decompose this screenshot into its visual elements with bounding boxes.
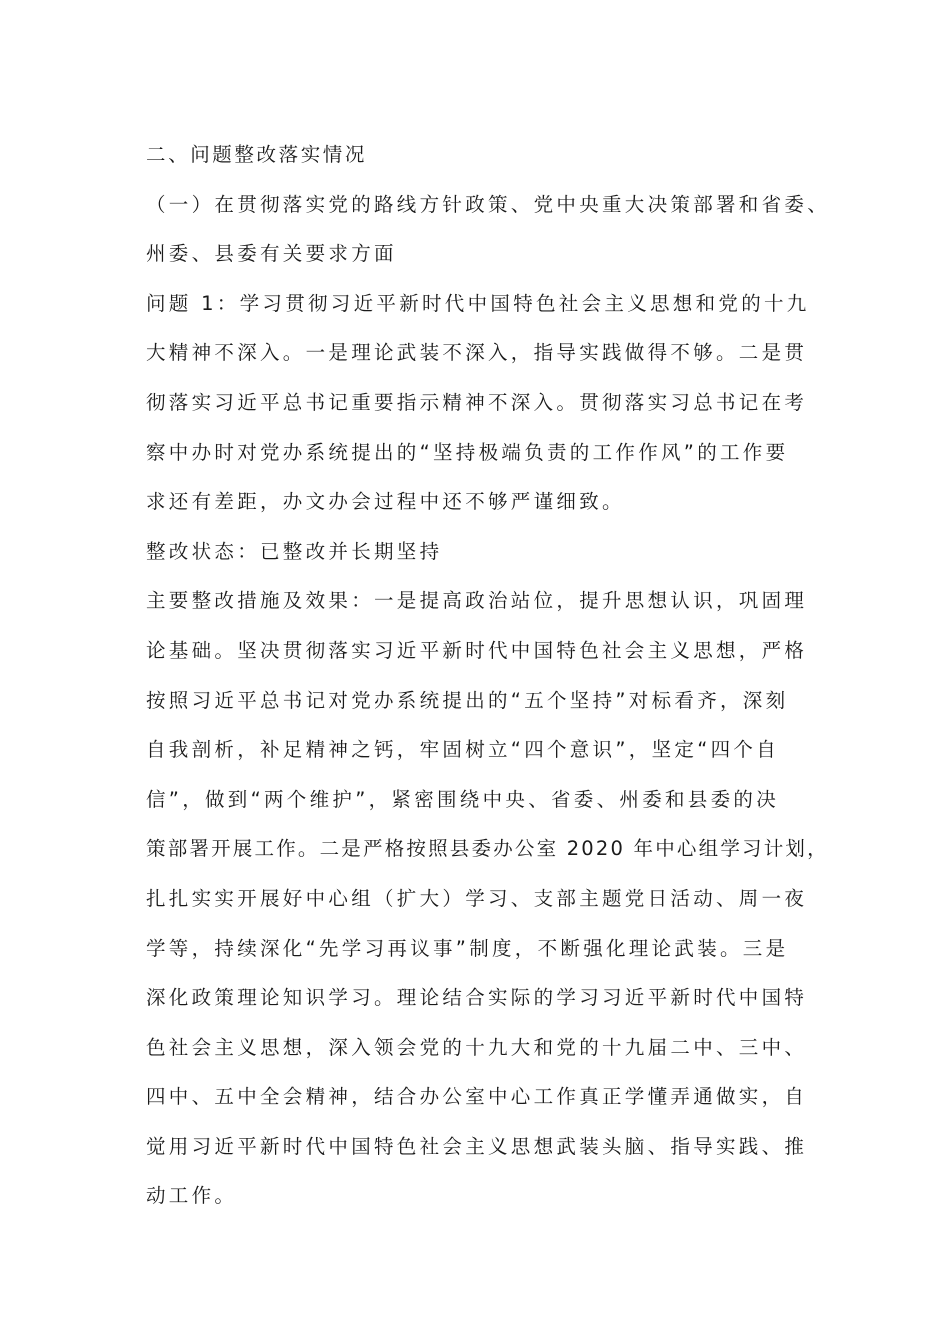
document-body <box>146 130 831 1221</box>
rectification-status: 整改状态：已整改并长期坚持 <box>146 539 443 563</box>
measures-text-line: 扎扎实实开展好中心组（扩大）学习、支部主题党日活动、周一夜 <box>146 886 808 910</box>
problem-text-line: 察中办时对党办系统提出的“坚持极端负责的工作作风”的工作要 <box>146 440 789 464</box>
measures-text-line: 主要整改措施及效果：一是提高政治站位，提升思想认识，巩固理 <box>146 589 808 613</box>
section-heading: 二、问题整改落实情况 <box>146 143 368 166</box>
measures-text-line: 学等，持续深化“先学习再议事”制度，不断强化理论武装。三是 <box>146 936 789 960</box>
measures-text-line: 信”，做到“两个维护”，紧密围绕中央、省委、州委和县委的决 <box>146 787 780 811</box>
measures-text-line: 四中、五中全会精神，结合办公室中心工作真正学懂弄通做实，自 <box>146 1085 808 1109</box>
problem-text-line: 大精神不深入。一是理论武装不深入，指导实践做得不够。二是贯 <box>146 341 808 365</box>
measures-text-line: 动工作。 <box>146 1184 238 1208</box>
measures-text-line: 按照习近平总书记对党办系统提出的“五个坚持”对标看齐，深刻 <box>146 688 789 712</box>
problem-text-line: 问题 1：学习贯彻习近平新时代中国特色社会主义思想和党的十九 <box>146 291 810 315</box>
measures-text-line: 策部署开展工作。二是严格按照县委办公室 2020 年中心组学习计划， <box>146 837 829 861</box>
measures-text-line: 论基础。坚决贯彻落实习近平新时代中国特色社会主义思想，严格 <box>146 638 808 662</box>
subsection-heading-line: 州委、县委有关要求方面 <box>146 242 397 266</box>
subsection-heading-line: （一）在贯彻落实党的路线方针政策、党中央重大决策部署和省委、 <box>146 192 831 216</box>
measures-text-line: 觉用习近平新时代中国特色社会主义思想武装头脑、指导实践、推 <box>146 1134 808 1158</box>
problem-text-line: 求还有差距，办文办会过程中还不够严谨细致。 <box>146 490 625 514</box>
measures-text-line: 色社会主义思想，深入领会党的十九大和党的十九届二中、三中、 <box>146 1035 808 1059</box>
measures-text-line: 深化政策理论知识学习。理论结合实际的学习习近平新时代中国特 <box>146 986 808 1010</box>
measures-text-line: 自我剖析，补足精神之钙，牢固树立“四个意识”，坚定“四个自 <box>146 738 780 762</box>
problem-text-line: 彻落实习近平总书记重要指示精神不深入。贯彻落实习总书记在考 <box>146 390 808 414</box>
